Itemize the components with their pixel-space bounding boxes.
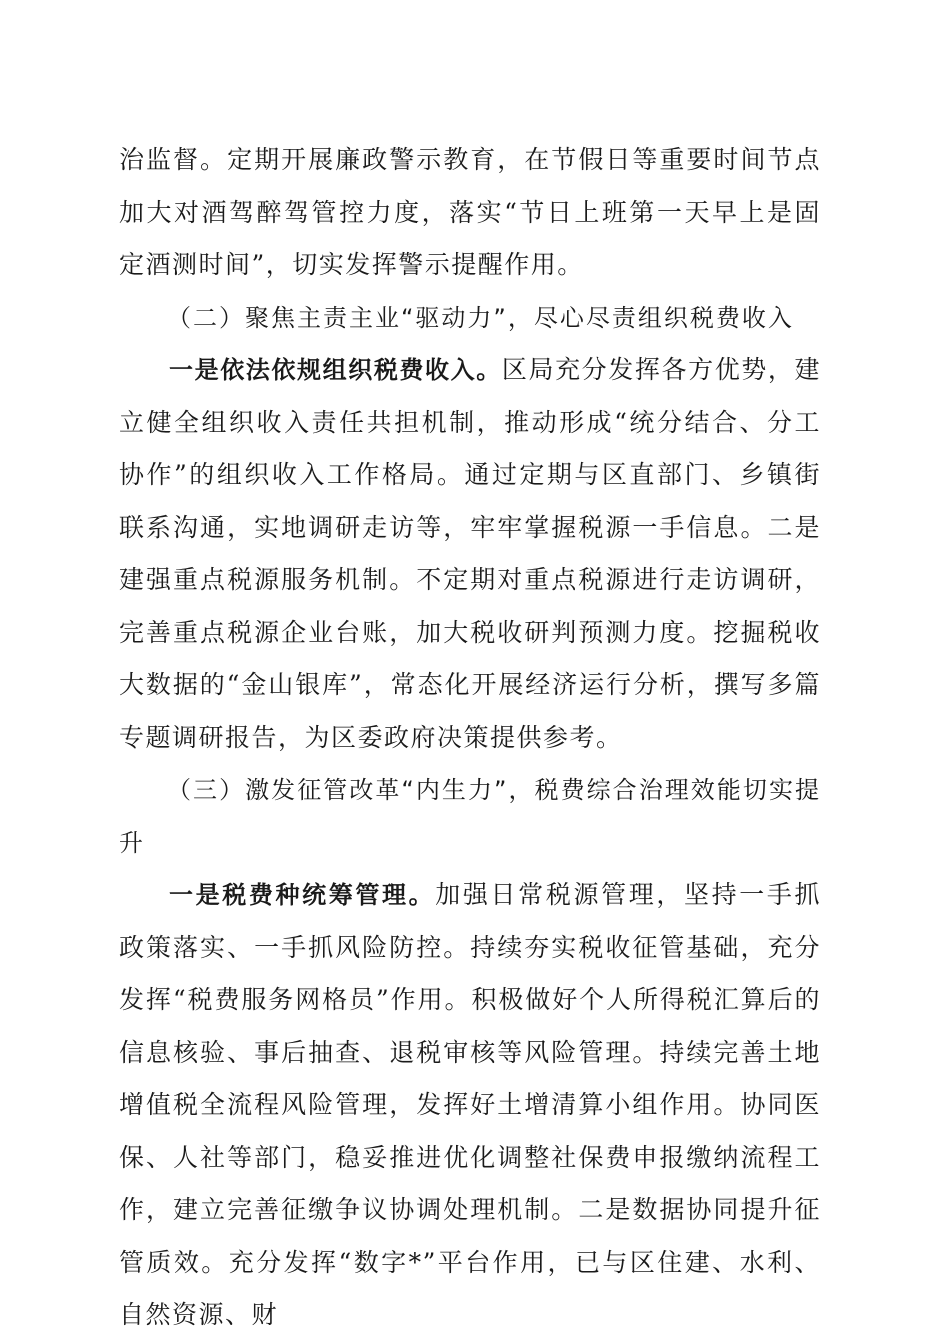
section-heading-text: （三）激发征管改革“内生力”，税费综合治理效能切实提升	[119, 776, 821, 857]
paragraph-text: 加强日常税源管理，坚持一手抓政策落实、一手抓风险防控。持续夯实税收征管基础，充分发挥“税费服务网格员”作用。积极做好个人所得税汇算后的信息核验、事后抽查、退税审核等风险管理。持续完善土地增值税全流程风险管理，发挥好土增清算小组作用。协同医保、人社等部门，稳妥推进优化调整社保费申报缴纳流程工作，建立完善征缴争议协调处理机制。二是数据协同提升征管质效。充分发挥“数字*”平台作用，已与区住建、水利、自然资源、财	[119, 880, 821, 1329]
document-body	[119, 134, 821, 1342]
paragraph-section-3	[119, 869, 821, 1342]
paragraph-lead-text: 一是税费种统筹管理。	[169, 881, 436, 909]
section-heading-3	[119, 764, 821, 869]
section-heading-2	[119, 292, 821, 345]
paragraph-section-2	[119, 344, 821, 764]
paragraph-text: 区局充分发挥各方优势，建立健全组织收入责任共担机制，推动形成“统分结合、分工协作”的组织收入工作格局。通过定期与区直部门、乡镇街联系沟通，实地调研走访等，牢牢掌握税源一手信息。二是建强重点税源服务机制。不定期对重点税源进行走访调研，完善重点税源企业台账，加大税收研判预测力度。挖掘税收大数据的“金山银库”，常态化开展经济运行分析，撰写多篇专题调研报告，为区委政府决策提供参考。	[119, 355, 821, 752]
paragraph-continuation	[119, 134, 821, 292]
paragraph-lead-text: 一是依法依规组织税费收入。	[169, 356, 502, 384]
paragraph-text: 治监督。定期开展廉政警示教育，在节假日等重要时间节点加大对酒驾醉驾管控力度，落实“节日上班第一天早上是固定酒测时间”，切实发挥警示提醒作用。	[119, 145, 821, 279]
section-heading-text: （二）聚焦主责主业“驱动力”，尽心尽责组织税费收入	[167, 303, 794, 332]
